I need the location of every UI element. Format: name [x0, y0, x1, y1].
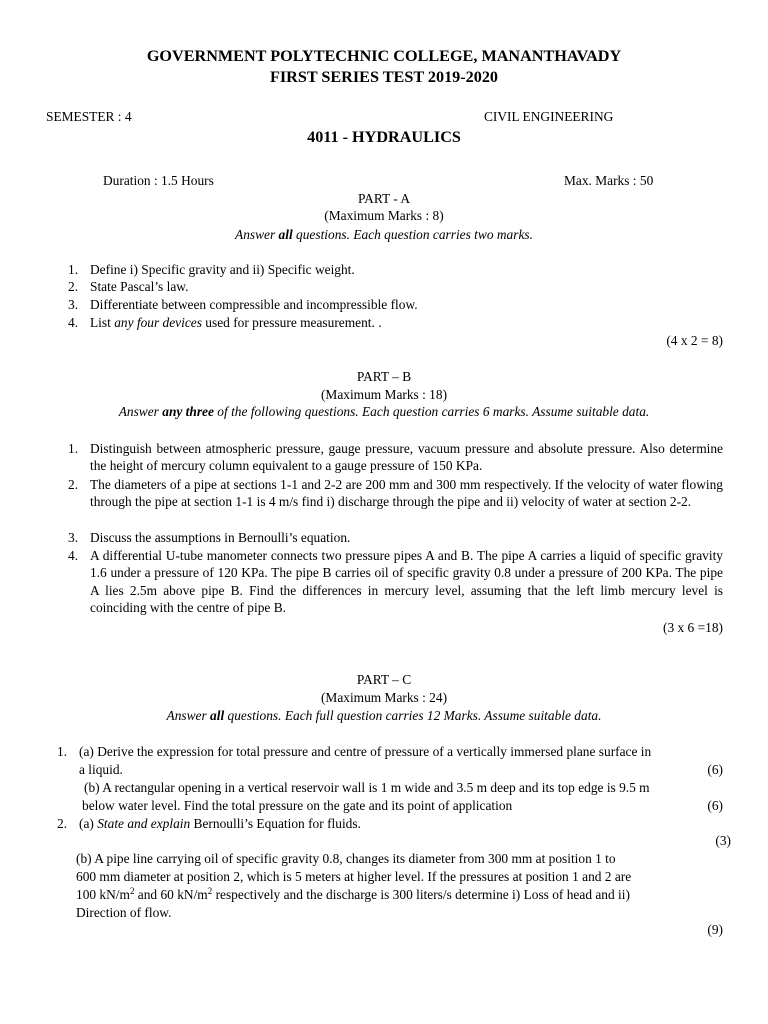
part-b-instructions: Answer any three of the following questions. Each question carries 6 marks. Assume suitable data. [118, 404, 650, 419]
question-number: 3. [68, 297, 79, 312]
part-a-q3: Differentiate between compressible and incompressible flow. [90, 297, 418, 312]
part-c-q2b-marks: (9) [707, 922, 723, 937]
question-number: 4. [68, 548, 79, 563]
part-a-title: PART - A [357, 191, 411, 206]
part-b-q3: Discuss the assumptions in Bernoulli’s equation. [90, 530, 351, 545]
part-b-title: PART – B [356, 369, 412, 384]
part-a-instructions: Answer all questions. Each question carries two marks. [235, 227, 533, 242]
part-a-q4: List any four devices used for pressure measurement. . [90, 315, 382, 330]
part-a-marks: (4 x 2 = 8) [666, 333, 723, 348]
test-title: FIRST SERIES TEST 2019-2020 [269, 68, 499, 86]
part-c-q1b-line2: below water level. Find the total pressure on the gate and its point of application [82, 798, 513, 813]
question-number: 1. [68, 441, 79, 456]
part-c-q2b-line4: Direction of flow. [76, 905, 172, 920]
part-c-q2b-line1: (b) A pipe line carrying oil of specific gravity 0.8, changes its diameter from 300 mm at position 1 to [76, 851, 616, 866]
question-number: 2. [68, 279, 79, 294]
part-c-max: (Maximum Marks : 24) [320, 690, 448, 705]
part-c-q1b-marks: (6) [707, 798, 723, 813]
part-b-max: (Maximum Marks : 18) [320, 387, 448, 402]
part-b-marks: (3 x 6 =18) [663, 620, 723, 635]
part-b-q2: The diameters of a pipe at sections 1-1 and 2-2 are 200 mm and 300 mm respectively. If the velocity of water flowing through the pipe at section 1-1 is 4 m/s find i) discharge through the pipe and ii) velocity of water at section 2-2. [90, 477, 723, 510]
part-c-q1a-line2: a liquid. [79, 762, 123, 777]
part-a-max: (Maximum Marks : 8) [324, 208, 444, 223]
department-label: CIVIL ENGINEERING [484, 109, 614, 124]
part-c-q1a-marks: (6) [707, 762, 723, 777]
question-number: 2. [57, 816, 68, 831]
part-b-q4: A differential U-tube manometer connects two pressure pipes A and B. The pipe A carries a liquid of specific gravity 1.6 under a pressure of 120 KPa. The pipe B carries oil of specific gravity 0.8 under a pressure of 200 KPa. The pipe A lies 2.5m above pipe B. Find the differences in mercury level, assuming that the left limb mercury level is coinciding with the centre of pipe B. [90, 548, 723, 616]
question-number: 2. [68, 477, 79, 492]
subject-title: 4011 - HYDRAULICS [307, 128, 461, 146]
part-c-instructions: Answer all questions. Each full question carries 12 Marks. Assume suitable data. [166, 708, 602, 723]
question-number: 1. [68, 262, 79, 277]
question-number: 1. [57, 744, 68, 759]
part-b-q1: Distinguish between atmospheric pressure, gauge pressure, vacuum pressure and absolute pressure. Also determine the height of mercury column equivalent to a gauge pressure of 150 KPa. [90, 441, 723, 474]
duration-label: Duration : 1.5 Hours [103, 173, 214, 188]
part-c-q2a-marks: (3) [715, 833, 731, 848]
part-c-title: PART – C [356, 672, 412, 687]
part-c-q2b-line2: 600 mm diameter at position 2, which is 5 meters at higher level. If the pressures at position 1 and 2 are [76, 869, 632, 884]
max-marks-label: Max. Marks : 50 [564, 173, 654, 188]
part-a-q2: State Pascal’s law. [90, 279, 189, 294]
part-a-q1: Define i) Specific gravity and ii) Specific weight. [90, 262, 355, 277]
semester-label: SEMESTER : 4 [46, 109, 132, 124]
question-number: 3. [68, 530, 79, 545]
part-c-q2a: (a) State and explain Bernoulli’s Equation for fluids. [79, 816, 361, 831]
college-name: GOVERNMENT POLYTECHNIC COLLEGE, MANANTHAVADY [146, 47, 622, 65]
part-c-q1b-line1: (b) A rectangular opening in a vertical reservoir wall is 1 m wide and 3.5 m deep and its top edge is 9.5 m [84, 780, 650, 795]
part-c-q1a-line1: (a) Derive the expression for total pressure and centre of pressure of a vertically immersed plane surface in [79, 744, 652, 759]
question-number: 4. [68, 315, 79, 330]
part-c-q2b-line3: 100 $kN/m^2$ and 60 $kN/m^2$ respectively and the discharge is 300 liters/s determine i) Loss of head and ii) [76, 886, 630, 902]
